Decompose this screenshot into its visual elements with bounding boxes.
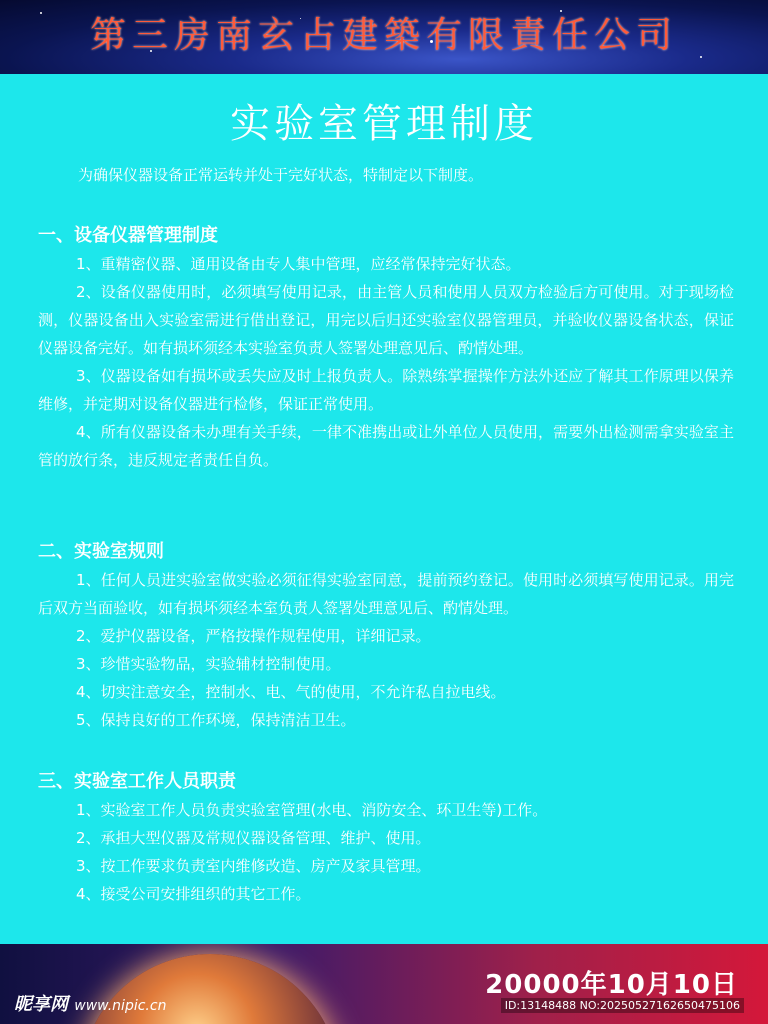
section-paragraph: 4、所有仪器设备未办理有关手续，一律不准携出或让外单位人员使用，需要外出检测需拿实验室主管的放行条，违反规定者责任自负。 [38,423,734,469]
section-heading: 三、实验室工作人员职责 [38,771,236,792]
watermark-brand-text: 昵享网 [14,994,68,1015]
header-band [0,0,768,74]
watermark-brand [14,990,166,1016]
section-heading: 二、实验室规则 [38,541,164,562]
document-date: 20000年10月10日 [485,970,738,1000]
watermark-site: www.nipic.cn [74,998,167,1014]
section-paragraph: 1、实验室工作人员负责实验室管理(水电、消防安全、环卫生等)工作。 [76,801,548,819]
section-equipment-management [38,222,734,474]
section-paragraph: 5、保持良好的工作环境，保持清洁卫生。 [76,711,356,729]
section-paragraph: 2、承担大型仪器及常规仪器设备管理、维护、使用。 [76,829,431,847]
section-paragraph: 2、设备仪器使用时，必须填写使用记录，由主管人员和使用人员双方检验后方可使用。对于现场检测，仪器设备出入实验室需进行借出登记，用完以后归还实验室仪器管理员，并验收仪器设备状态，保证仪器设备完好。如有损坏须经本实验室负责人签署处理意见后、酌情处理。 [38,283,734,357]
document-body [0,74,768,944]
section-paragraph: 1、重精密仪器、通用设备由专人集中管理，应经常保持完好状态。 [76,255,521,273]
company-name: 第三房南玄占建築有限責任公司 [89,15,678,56]
section-staff-duties [38,768,734,908]
footer-band [0,944,768,1024]
page-title: 实验室管理制度 [230,101,538,147]
section-paragraph: 1、任何人员进实验室做实验必须征得实验室同意，提前预约登记。使用时必须填写使用记录。用完后双方当面验收，如有损坏须经本室负责人签署处理意见后、酌情处理。 [38,571,734,617]
section-paragraph: 3、仪器设备如有损坏或丢失应及时上报负责人。除熟练掌握操作方法外还应了解其工作原理以保养维修，并定期对设备仪器进行检修，保证正常使用。 [38,367,734,413]
section-paragraph: 3、珍惜实验物品，实验辅材控制使用。 [76,655,341,673]
section-paragraph: 3、按工作要求负责室内维修改造、房产及家具管理。 [76,857,431,875]
section-heading: 一、设备仪器管理制度 [38,225,218,246]
section-paragraph: 2、爱护仪器设备，严格按操作规程使用，详细记录。 [76,627,431,645]
intro-text: 为确保仪器设备正常运转并处于完好状态，特制定以下制度。 [78,166,484,184]
section-lab-rules [38,538,734,734]
section-paragraph: 4、切实注意安全，控制水、电、气的使用，不允许私自拉电线。 [76,683,506,701]
section-paragraph: 4、接受公司安排组织的其它工作。 [76,885,311,903]
watermark-id: ID:13148488 NO:20250527162650475106 [501,998,744,1013]
